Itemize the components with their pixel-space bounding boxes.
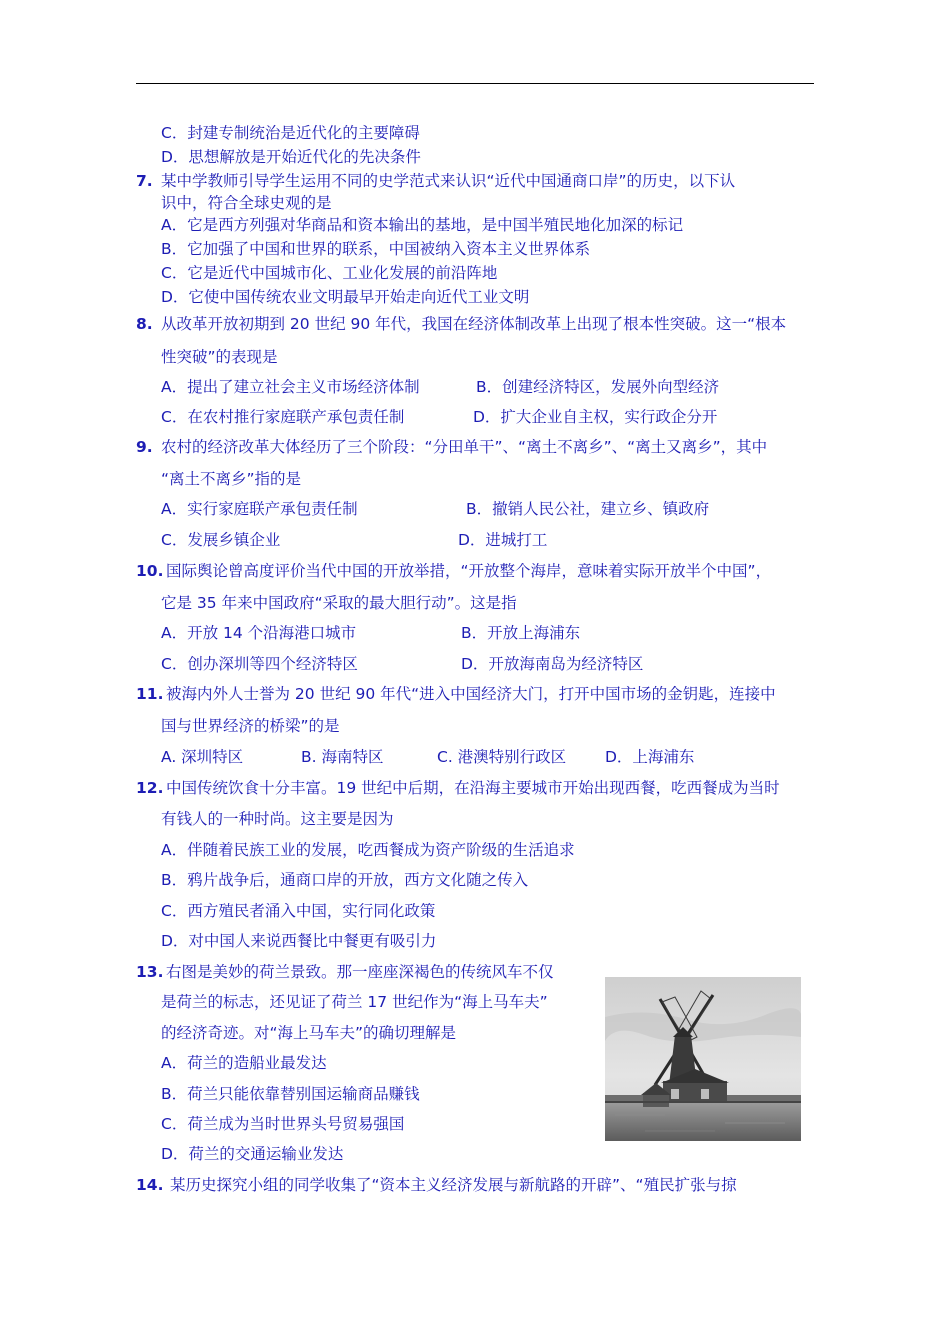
q11-stem-line2: 国与世界经济的桥梁”的是 — [161, 717, 340, 735]
q10-option-b: B．开放上海浦东 — [461, 624, 581, 642]
q7-option-a: A．它是西方列强对华商品和资本输出的基地，是中国半殖民地化加深的标记 — [161, 216, 684, 234]
q7-stem-line2: 识中，符合全球史观的是 — [161, 194, 332, 212]
q8-stem-line1: 从改革开放初期到 20 世纪 90 年代，我国在经济体制改革上出现了根本性突破。这一“根本 — [161, 315, 787, 333]
q13-stem-line2: 是荷兰的标志，还见证了荷兰 17 世纪作为“海上马车夫” — [161, 993, 548, 1011]
q7-option-c: C．它是近代中国城市化、工业化发展的前沿阵地 — [161, 264, 498, 282]
q8-stem-line2: 性突破”的表现是 — [161, 348, 278, 366]
q12-option-a: A．伴随着民族工业的发展，吃西餐成为资产阶级的生活追求 — [161, 841, 575, 859]
header-rule — [136, 83, 814, 84]
q11-stem-line1: 被海内外人士誉为 20 世纪 90 年代“进入中国经济大门，打开中国市场的金钥匙，连接中 — [166, 685, 776, 703]
q9-number: 9. — [136, 438, 153, 456]
q11-number: 11. — [136, 685, 164, 703]
prev-option-d: D．思想解放是开始近代化的先决条件 — [161, 148, 421, 166]
q13-option-b: B．荷兰只能依靠替别国运输商品赚钱 — [161, 1085, 420, 1103]
q13-option-d: D．荷兰的交通运输业发达 — [161, 1145, 344, 1163]
q12-stem-line2: 有钱人的一种时尚。这主要是因为 — [161, 810, 394, 828]
q7-option-b: B．它加强了中国和世界的联系，中国被纳入资本主义世界体系 — [161, 240, 591, 258]
q11-option-c: C. 港澳特别行政区 — [437, 748, 567, 766]
q12-number: 12. — [136, 779, 164, 797]
q13-stem-line3: 的经济奇迹。对“海上马车夫”的确切理解是 — [161, 1024, 457, 1042]
q13-option-a: A．荷兰的造船业最发达 — [161, 1054, 327, 1072]
q8-option-c: C．在农村推行家庭联产承包责任制 — [161, 408, 405, 426]
q10-stem-line2: 它是 35 年来中国政府“采取的最大胆行动”。这是指 — [161, 594, 517, 612]
prev-option-c: C．封建专制统治是近代化的主要障碍 — [161, 124, 420, 142]
q12-option-d: D．对中国人来说西餐比中餐更有吸引力 — [161, 932, 437, 950]
q11-option-a: A. 深圳特区 — [161, 748, 244, 766]
q12-stem-line1: 中国传统饮食十分丰富。19 世纪中后期，在沿海主要城市开始出现西餐，吃西餐成为当时 — [166, 779, 780, 797]
q9-stem-line1: 农村的经济改革大体经历了三个阶段：“分田单干”、“离土不离乡”、“离土又离乡”，其中 — [161, 438, 768, 456]
q10-option-d: D．开放海南岛为经济特区 — [461, 655, 644, 673]
q12-option-c: C．西方殖民者涌入中国，实行同化政策 — [161, 902, 436, 920]
q9-option-c: C．发展乡镇企业 — [161, 531, 281, 549]
q13-option-c: C．荷兰成为当时世界头号贸易强国 — [161, 1115, 405, 1133]
q13-number: 13. — [136, 963, 164, 981]
q11-option-d: D．上海浦东 — [605, 748, 695, 766]
q8-option-a: A．提出了建立社会主义市场经济体制 — [161, 378, 420, 396]
q9-option-d: D．进城打工 — [458, 531, 548, 549]
q13-stem-line1: 右图是美妙的荷兰景致。那一座座深褐色的传统风车不仅 — [166, 963, 554, 981]
q9-option-a: A．实行家庭联产承包责任制 — [161, 500, 358, 518]
q14-stem-line1: 某历史探究小组的同学收集了“资本主义经济发展与新航路的开辟”、“殖民扩张与掠 — [170, 1176, 737, 1194]
q8-number: 8. — [136, 315, 153, 333]
q7-option-d: D．它使中国传统农业文明最早开始走向近代工业文明 — [161, 288, 530, 306]
q14-number: 14. — [136, 1176, 164, 1194]
q8-option-b: B．创建经济特区，发展外向型经济 — [476, 378, 720, 396]
q7-number: 7. — [136, 172, 153, 190]
q12-option-b: B．鸦片战争后，通商口岸的开放，西方文化随之传入 — [161, 871, 529, 889]
q11-option-b: B. 海南特区 — [301, 748, 384, 766]
windmill-photo — [605, 977, 801, 1141]
q10-option-c: C．创办深圳等四个经济特区 — [161, 655, 358, 673]
q7-stem-line1: 某中学教师引导学生运用不同的史学范式来认识“近代中国通商口岸”的历史，以下认 — [161, 172, 736, 190]
q9-stem-line2: “离土不离乡”指的是 — [161, 470, 302, 488]
q10-number: 10. — [136, 562, 164, 580]
q8-option-d: D．扩大企业自主权，实行政企分开 — [473, 408, 718, 426]
q9-option-b: B．撤销人民公社，建立乡、镇政府 — [466, 500, 710, 518]
q10-stem-line1: 国际舆论曾高度评价当代中国的开放举措，“开放整个海岸，意味着实际开放半个中国”， — [166, 562, 772, 580]
q10-option-a: A．开放 14 个沿海港口城市 — [161, 624, 357, 642]
